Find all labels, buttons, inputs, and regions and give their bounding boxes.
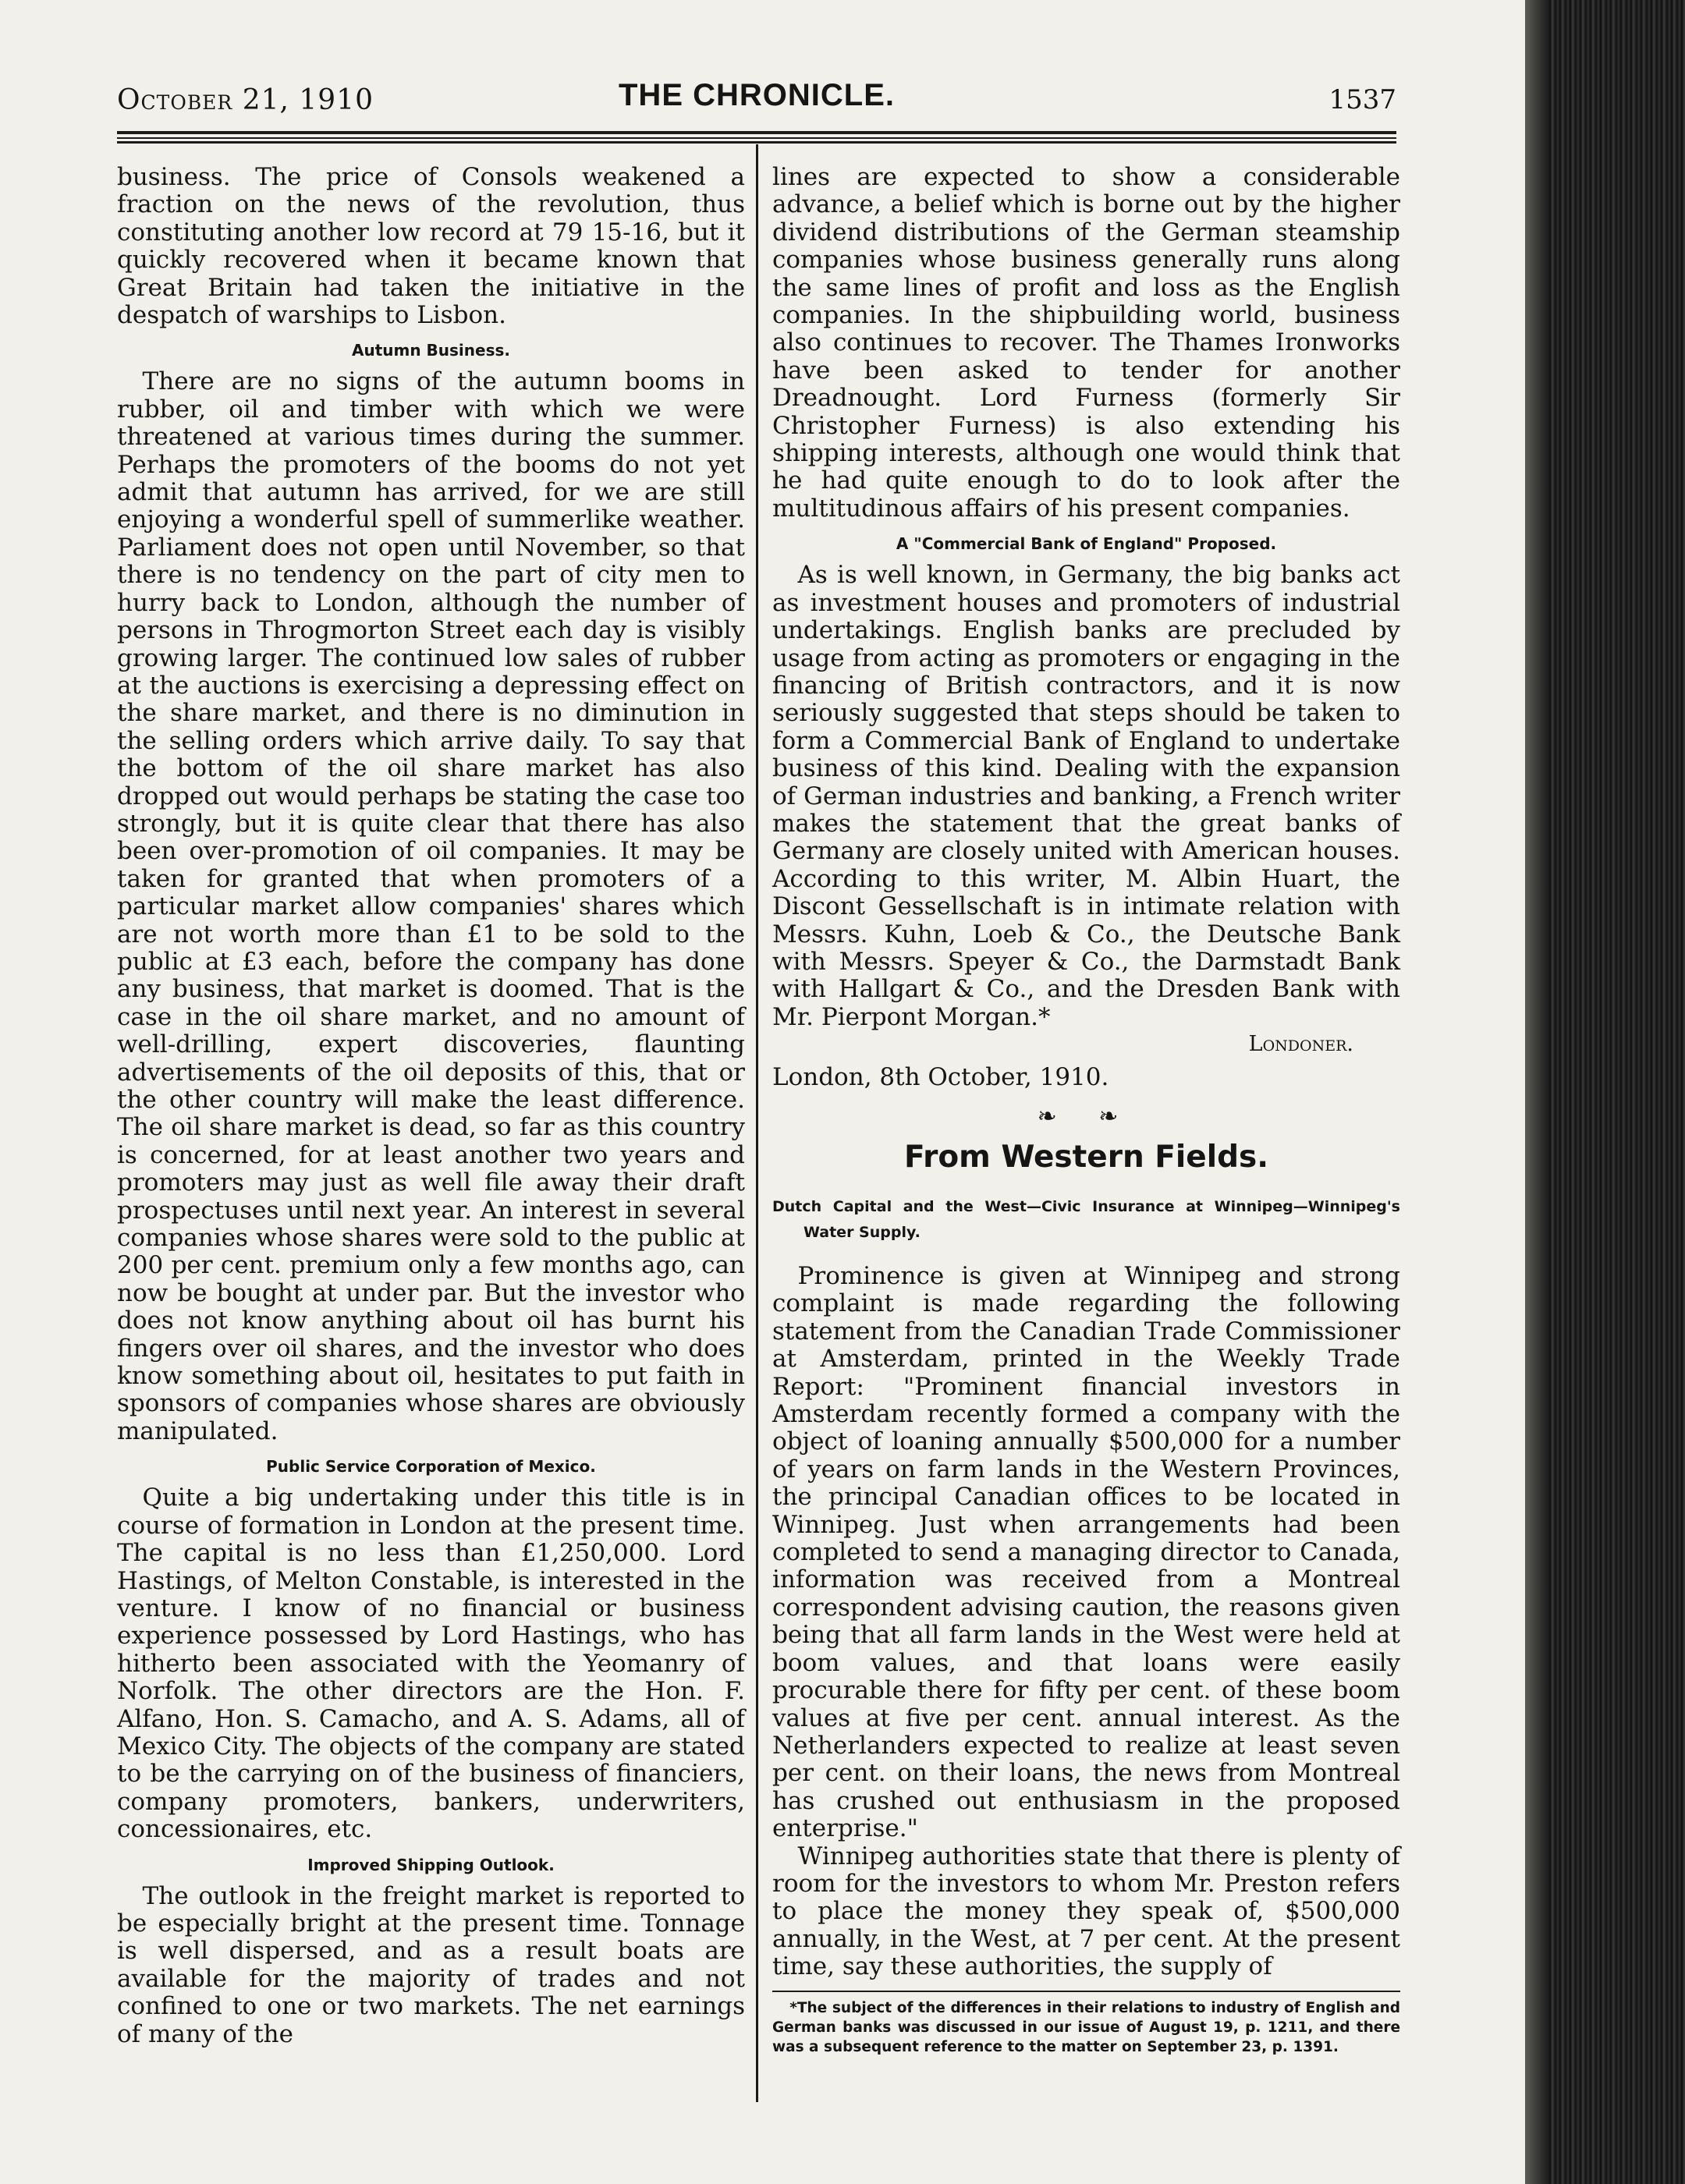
heading-from-western-fields: From Western Fields. [903, 1140, 1269, 1175]
heading-autumn-business: Autumn Business. [351, 341, 510, 360]
issue-date: October 21, 1910 [117, 84, 374, 116]
footnote: *The subject of the differences in their relations to industry of English and German banks was discussed in our issue of August 19, p. 1211, and there was a subsequent reference to the matter on September 23, p. 1391. [772, 1999, 1400, 2055]
header-rule-thick [117, 131, 1396, 134]
signature-londoner: Londoner. [1248, 1032, 1353, 1057]
paragraph-autumn-business: There are no signs of the autumn booms in rubber, oil and timber with which we were threatened at various times during the summer. Perhaps the promoters of the booms do not yet admit that autumn has arrived, for we are still enjoying a wonderful spell of summerlike weather. Parliament does not open until November, so that there is no tendency on the part of city men to hurry back to London, although the number of persons in Throgmorton Street each day is visibly growing larger. The continued low sales of rubber at the auctions is exercising a depressing effect on the share market, and there is no diminution in the selling orders which arrive daily. To say that the bottom of the oil share market has also dropped out would perhaps be stating the case too strongly, but it is quite clear that there has also been over-promotion of oil companies. It may be taken for granted that when promoters of a particular market allow companies' shares which are not worth more than £1 to be sold to the public at £3 each, before the company has done any business, that market is doomed. That is the case in the oil share market, and no amount of well-drilling, expert discoveries, flaunting advertisements of the oil deposits of this, that or the other country will make the least difference. The oil share market is dead, so far as this country is concerned, for at least another two years and promoters may just as well file away their draft prospectuses until next year. An interest in several companies whose shares were sold to the public at 200 per cent. premium only a few months ago, can now be bought at under par. But the investor who does not know anything about oil has burnt his fingers over oil shares, and the investor who does know something about oil, hesitates to put faith in sponsors of companies whose shares are obviously manipulated. [117, 367, 745, 1445]
right-column [772, 164, 1400, 2057]
paragraph-public-service-mexico: Quite a big undertaking under this title is in course of formation in London at the present time. The capital is no less than £1,250,000. Lord Hastings, of Melton Constable, is interested in the venture. I know of no financial or business experience possessed by Lord Hastings, who has hitherto been associated with the Yeomanry of Norfolk. The other directors are the Hon. F. Alfano, Hon. S. Camacho, and A. S. Adams, all of Mexico City. The objects of the company are stated to be the carrying on of the business of financiers, company promoters, bankers, underwriters, concessionaires, etc. [117, 1484, 745, 1844]
paragraph-western-fields-1: Prominence is given at Winnipeg and strong complaint is made regarding the following statement from the Canadian Trade Commissioner at Amsterdam, printed in the Weekly Trade Report: "Prominent financial investors in Amsterdam recently formed a company with the object of loaning annually $500,000 for a number of years on farm lands in the Western Provinces, the principal Canadian offices to be located in Winnipeg. Just when arrangements had been completed to send a managing director to Canada, information was received from a Montreal correspondent advising caution, the reasons given being that all farm lands in the West were held at boom values, and that loans were easily procurable there for fifty per cent. of these boom values at five per cent. annual interest. As the Netherlanders expected to realize at least seven per cent. on their loans, the news from Montreal has crushed out enthusiasm in the proposed enterprise." [772, 1262, 1400, 1843]
subheading-western-fields: Dutch Capital and the West—Civic Insurance at Winnipeg—Winnipeg's Water Supply. [772, 1198, 1400, 1241]
heading-commercial-bank: A "Commercial Bank of England" Proposed. [896, 534, 1277, 554]
dateline: London, 8th October, 1910. [772, 1063, 1109, 1092]
publication-title: THE CHRONICLE. [619, 78, 895, 112]
ornament-divider: ❧ ❧ [1037, 1102, 1136, 1130]
header-rule-lower [117, 141, 1396, 144]
page-number: 1537 [1328, 84, 1396, 115]
heading-public-service-mexico: Public Service Corporation of Mexico. [266, 1457, 596, 1477]
footnote-rule [772, 1991, 1400, 1992]
paragraph-consols: business. The price of Consols weakened a fraction on the news of the revolution, thus constituting another low record at 79 15-16, but it quickly recovered when it became known that Great Britain had taken the initiative in the despatch of warships to Lisbon. [117, 163, 745, 330]
paragraph-shipping-continued: lines are expected to show a considerable advance, a belief which is borne out by the higher dividend distributions of the German steamship companies whose business generally runs along the same lines of profit and loss as the English companies. In the shipbuilding world, business also continues to recover. The Thames Ironworks have been asked to tender for another Dreadnought. Lord Furness (formerly Sir Christopher Furness) is also extending his shipping interests, although one would think that he had quite enough to do to look after the multitudinous affairs of his present companies. [772, 163, 1400, 523]
header-rule-thin [117, 137, 1396, 139]
paragraph-commercial-bank: As is well known, in Germany, the big banks act as investment houses and promoters of industrial undertakings. English banks are precluded by usage from acting as promoters or engaging in the financing of British contractors, and it is now seriously suggested that steps should be taken to form a Commercial Bank of England to undertake business of this kind. Dealing with the expansion of German industries and banking, a French writer makes the statement that the great banks of Germany are closely united with American houses. According to this writer, M. Albin Huart, the Discont Gessellschaft is in intimate relation with Messrs. Kuhn, Loeb & Co., the Deutsche Bank with Messrs. Speyer & Co., the Darmstadt Bank with Hallgart & Co., and the Dresden Bank with Mr. Pierpont Morgan.* [772, 561, 1400, 1031]
paragraph-western-fields-2: Winnipeg authorities state that there is plenty of room for the investors to whom Mr. Preston refers to place the money they speak of, $500,000 annually, in the West, at 7 per cent. At the present time, say these authorities, the supply of [772, 1842, 1400, 1981]
page-header [117, 78, 1396, 133]
heading-shipping-outlook: Improved Shipping Outlook. [307, 1855, 555, 1874]
left-column [117, 164, 745, 2048]
column-divider [756, 144, 758, 2102]
paragraph-shipping-outlook: The outlook in the freight market is reported to be especially bright at the present time. Tonnage is well dispersed, and as a result boats are available for the majority of trades and not confined to one or two markets. The net earnings of many of the [117, 1881, 745, 2048]
book-page-edges [1525, 0, 1685, 2184]
